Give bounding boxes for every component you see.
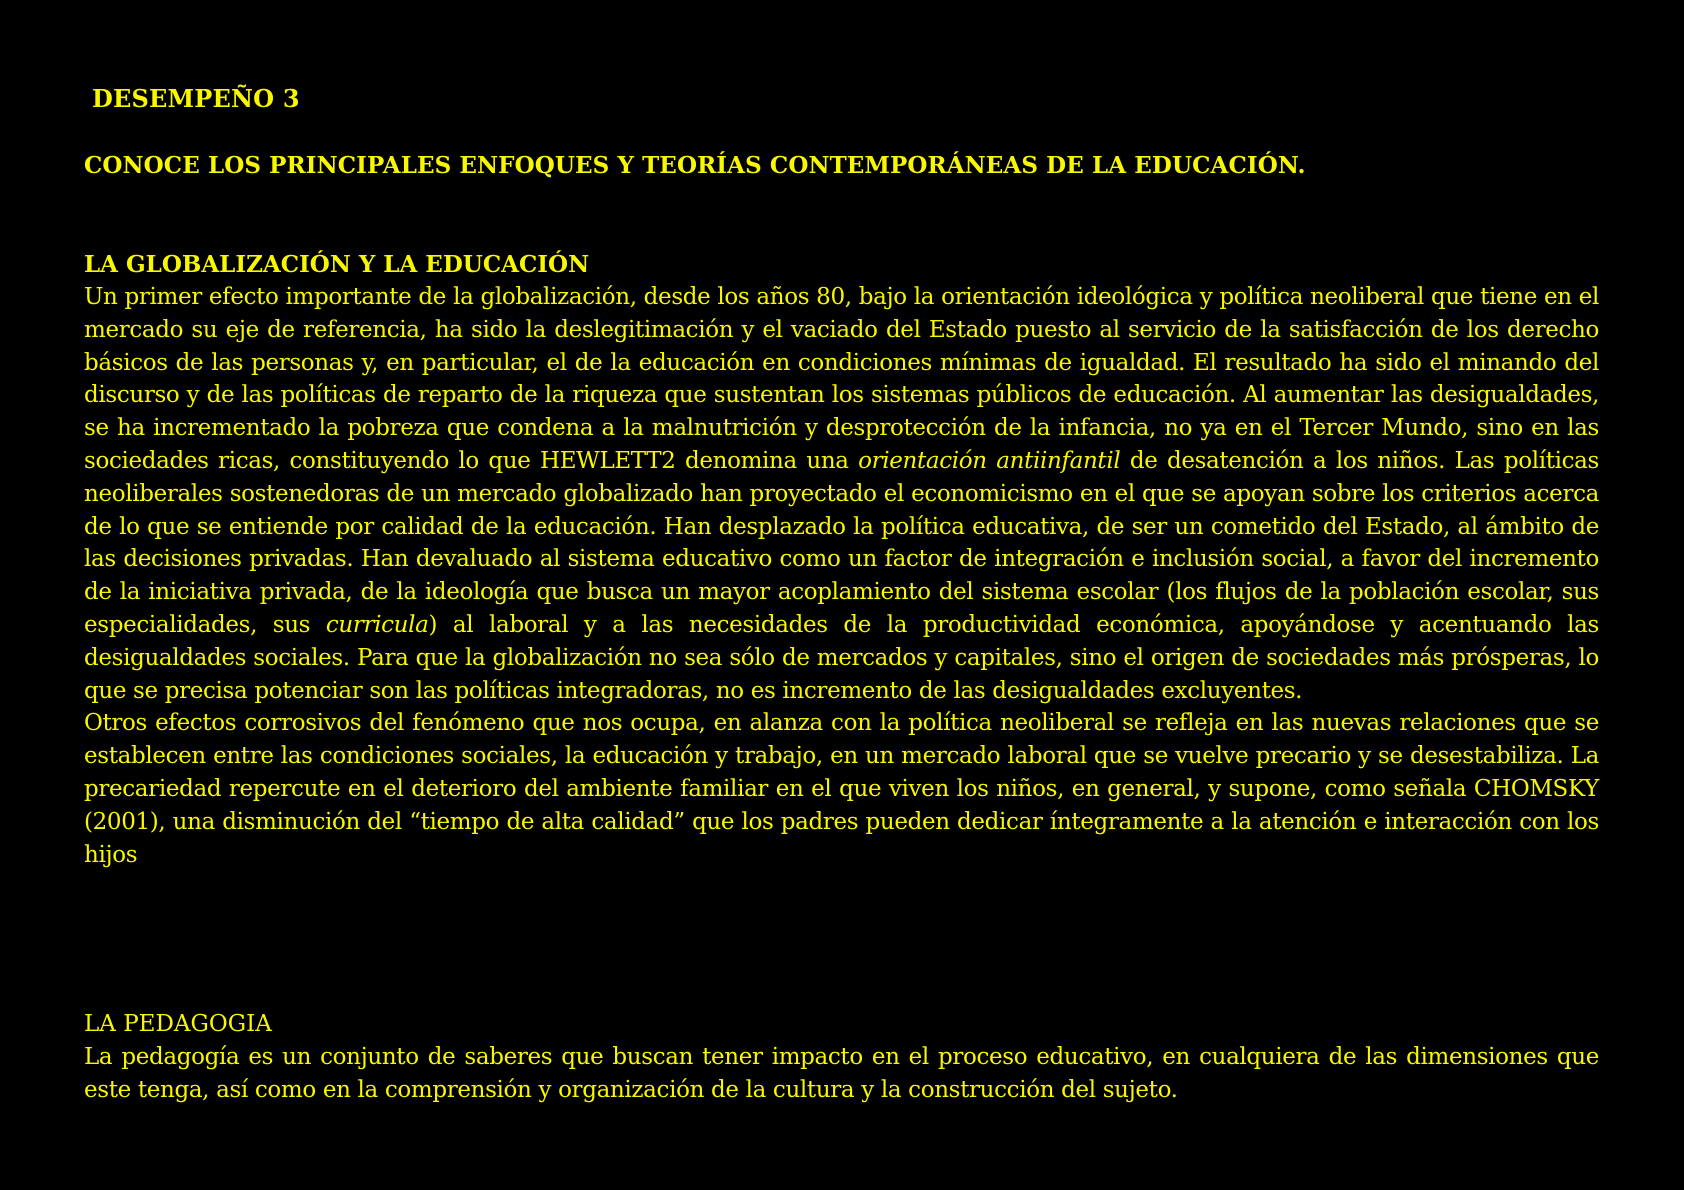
section-globalizacion (84, 248, 1599, 871)
section-title-globalizacion: LA GLOBALIZACIÓN Y LA EDUCACIÓN (84, 251, 590, 278)
paragraph-text: ) al laboral y a las necesidades de la productividad económica, apoyándose y acentuando las desigualdades sociales. Para que la globalización no sea sólo de mercados y capitales, sino el origen de sociedades más prósperas, lo que se precisa potenciar son las políticas integradoras, no es incremento de las desigualdades excluyentes. (84, 611, 1599, 704)
italic-term: orientación antiinfantil (858, 447, 1121, 474)
performance-heading: DESEMPEÑO 3 (92, 84, 300, 113)
paragraph-globalizacion-2: Otros efectos corrosivos del fenómeno que nos ocupa, en alanza con la política neoliberal se refleja en las nuevas relaciones que se establecen entre las condiciones sociales, la educación y trabajo, en un mercado laboral que se vuelve precario y se desestabiliza. La precariedad repercute en el deterioro del ambiente familiar en el que viven los niños, en general, y supone, como señala CHOMSKY (2001), una disminución del “tiempo de alta calidad” que los padres pueden dedicar íntegramente a la atención e interacción con los hijos (84, 710, 1599, 868)
paragraph-text: Un primer efecto importante de la globalización, desde los años 80, bajo la orientación ideológica y política neoliberal que tiene en el mercado su eje de referencia, ha sido la deslegitimación y el vaciado del Estado puesto al servicio de la satisfacción de los derecho básicos de las personas y, en particular, el de la educación en condiciones mínimas de igualdad. El resultado ha sido el minando del discurso y de las políticas de reparto de la riqueza que sustentan los sistemas públicos de educación. Al aumentar las desigualdades, se ha incrementado la pobreza que condena a la malnutrición y desprotección de la infancia, no ya en el Tercer Mundo, sino en las sociedades ricas, constituyendo lo que HEWLETT2 denomina una (84, 284, 1599, 474)
section-title-pedagogia: LA PEDAGOGIA (84, 1011, 272, 1037)
objective-heading: CONOCE LOS PRINCIPALES ENFOQUES Y TEORÍAS CONTEMPORÁNEAS DE LA EDUCACIÓN. (84, 152, 1306, 179)
paragraph-globalizacion-1 (84, 281, 1599, 707)
paragraph-text: de desatención a los niños. Las políticas neoliberales sostenedoras de un mercado globalizado han proyectado el economicismo en el que se apoyan sobre los criterios acerca de lo que se entiende por calidad de la educación. Han desplazado la política educativa, de ser un cometido del Estado, al ámbito de las decisiones privadas. Han devaluado al sistema educativo como un factor de integración e inclusión social, a favor del incremento de la iniciativa privada, de la ideología que busca un mayor acoplamiento del sistema escolar (los flujos de la población escolar, sus especialidades, sus (84, 447, 1599, 638)
section-pedagogia (84, 1008, 1599, 1107)
italic-term: curricula (325, 611, 429, 638)
paragraph-pedagogia-1: La pedagogía es un conjunto de saberes que buscan tener impacto en el proceso educativo, en cualquiera de las dimensiones que este tenga, así como en la comprensión y organización de la cultura y la construcción del sujeto. (84, 1044, 1599, 1103)
